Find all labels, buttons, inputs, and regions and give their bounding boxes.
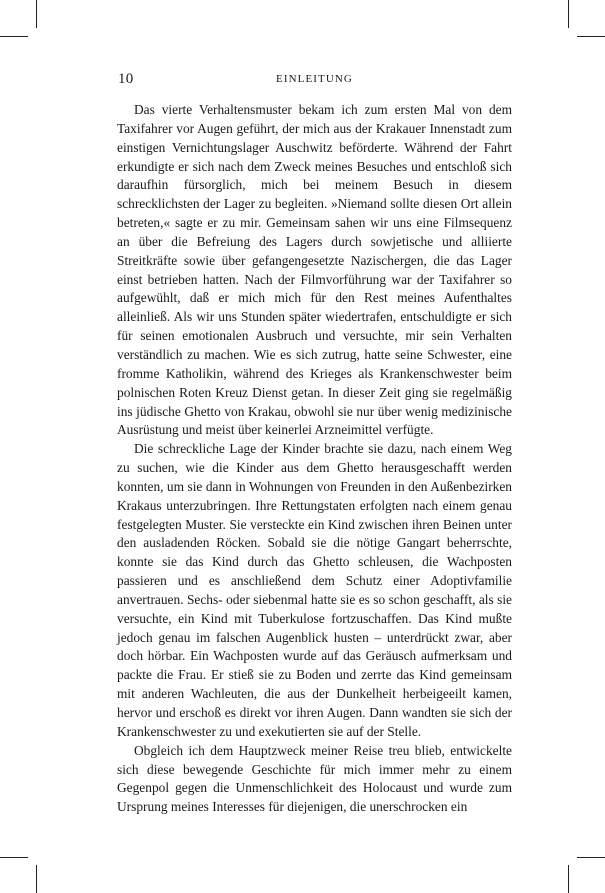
body-text [117,101,512,817]
crop-mark-top-left-vertical [36,0,37,28]
crop-mark-bottom-left-vertical [36,865,37,893]
paragraph-3: Obgleich ich dem Hauptzweck meiner Reise treu blieb, entwickelte sich diese bewegende Geschichte für mich immer mehr zu einem Gegenpol gegen die Unmenschlichkeit des Holocaust und wurde zum Ursprung meines Interesses für diejenigen, die unerschrocken ein [117,742,512,815]
crop-mark-top-left-horizontal [0,36,28,37]
page-number: 10 [118,71,134,87]
paragraph-2: Die schreckliche Lage der Kinder brachte sie dazu, nach einem Weg zu suchen, wie die Kinder aus dem Ghetto herausgeschafft werden konnten, um sie dann in Wohnungen von Freunden in den Außenbezirken Krakaus unterzubringen. Ihre Rettungstaten erfolgten nach einem genau festgelegten Muster. Sie versteckte ein Kind zwischen ihren Beinen unter den ausladenden Röcken. Sobald sie die nötige Gangart beherrschte, konnte sie das Kind durch das Ghetto schleusen, die Wachposten passieren und es anschließend dem Schutz einer Adoptivfamilie anvertrauen. Sechs- oder siebenmal hatte sie es so schon geschafft, als sie versuchte, ein Kind mit Tuberkulose fortzuschaffen. Das Kind mußte jedoch genau im falschen Augenblick husten – unterdrückt zwar, aber doch hörbar. Ein Wachposten wurde auf das Geräusch aufmerksam und packte die Frau. Er stieß sie zu Boden und zerrte das Kind gemeinsam mit anderen Wachleuten, die aus der Dunkelheit herbeigeeilt kamen, hervor und erschoß es direkt vor ihren Augen. Dann wandten sie sich der Krankenschwester zu und exekutierten sie auf der Stelle. [117,441,512,739]
crop-mark-top-right-horizontal [577,36,605,37]
crop-mark-bottom-right-horizontal [577,857,605,858]
running-head: EINLEITUNG [276,73,353,85]
crop-mark-bottom-left-horizontal [0,857,28,858]
crop-mark-top-right-vertical [568,0,569,28]
paragraph-1: Das vierte Verhaltensmuster bekam ich zum ersten Mal von dem Taxifahrer vor Augen geführt, der mich aus der Krakauer Innenstadt zum einstigen Vernichtungslager Auschwitz beförderte. Während der Fahrt erkundigte er sich nach dem Zweck meines Besuches und entschloß sich daraufhin fürsorglich, mich bei meinem Besuch in diesem schrecklichsten der Lager zu begleiten. »Niemand sollte diesen Ort allein betreten,« sagte er zu mir. Gemeinsam sahen wir uns eine Filmsequenz an über die Befreiung des Lagers durch sowjetische und alliierte Streitkräfte sowie über gefangengesetzte Nazischergen, die das Lager einst betrieben hatten. Nach der Filmvorführung war der Taxifahrer so aufgewühlt, daß er mich mich für den Rest meines Aufenthaltes alleinließ. Als wir uns Stunden später wiedertrafen, entschuldigte er sich für seinen emotionalen Ausbruch und versuchte, mir sein Verhalten verständlich zu machen. Wie es sich zutrug, hatte seine Schwester, eine fromme Katholikin, während des Krieges als Krankenschwester beim polnischen Roten Kreuz Dienst getan. In dieser Zeit ging sie regelmäßig ins jüdische Ghetto von Krakau, obwohl sie nur über wenig medizinische Ausrüstung und meist über keinerlei Arzneimittel verfügte. [117,102,512,438]
crop-mark-bottom-right-vertical [568,865,569,893]
